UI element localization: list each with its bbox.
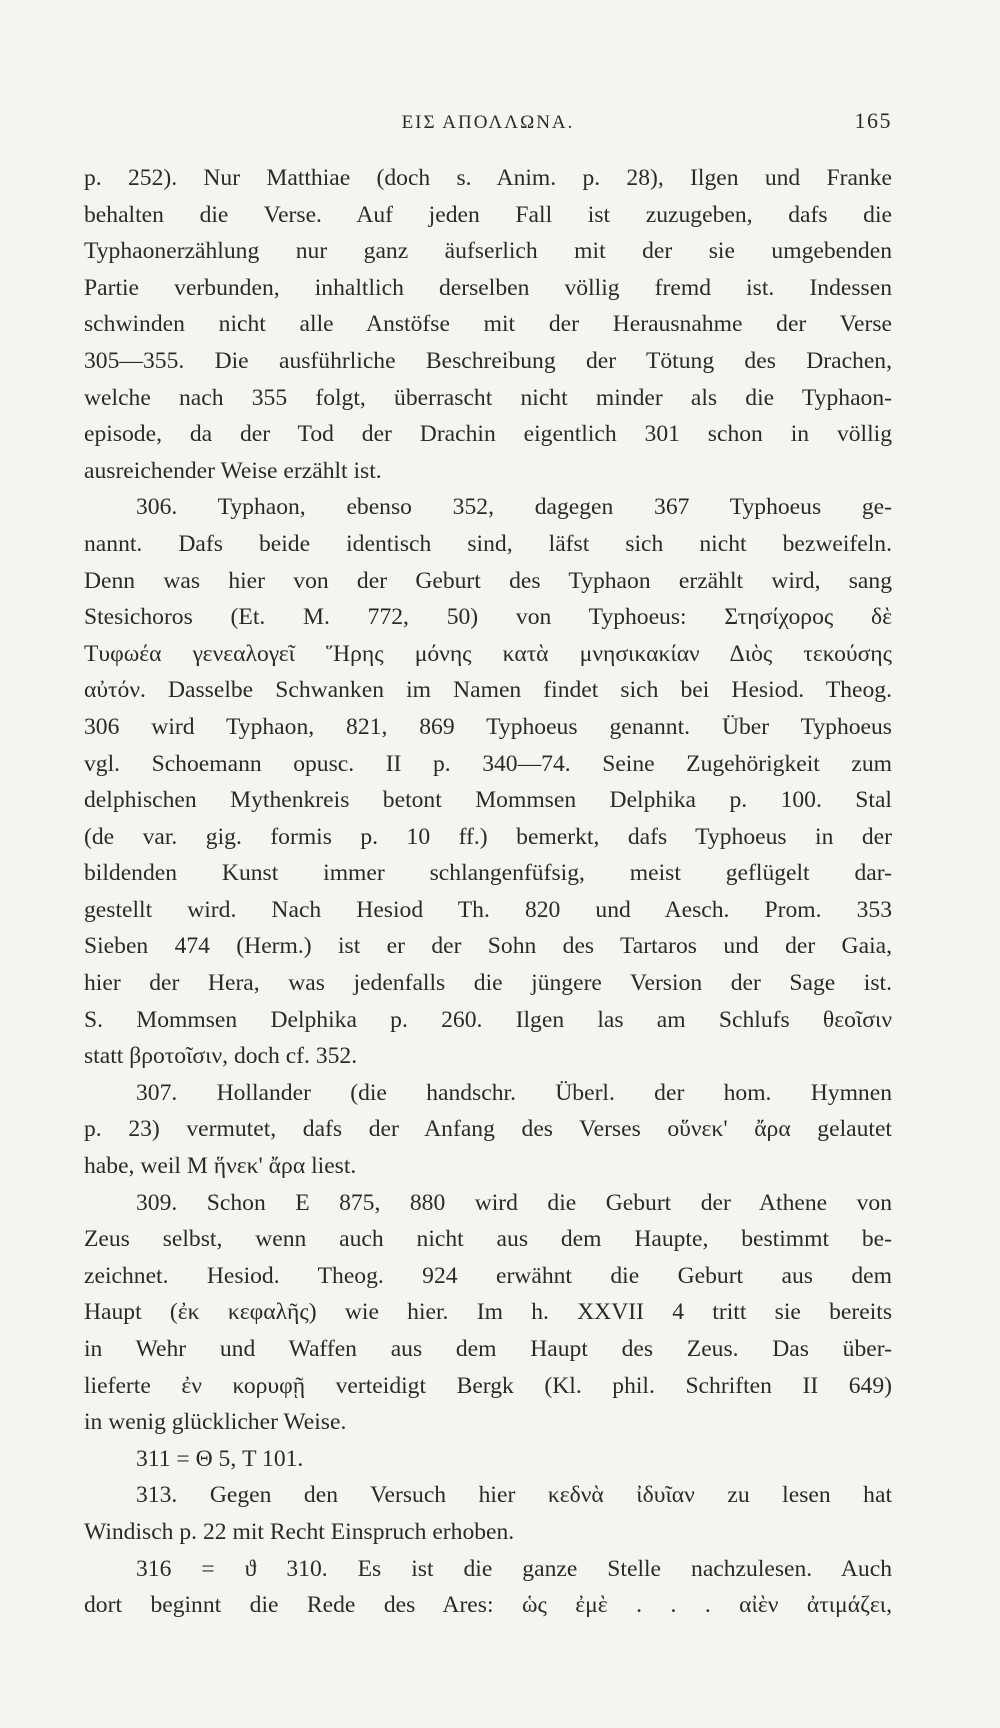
text-line: behalten die Verse. Auf jeden Fall ist zuzugeben, dafs die [84, 201, 892, 228]
text-line: vgl. Schoemann opusc. II p. 340—74. Seine Zugehörigkeit zum [84, 750, 892, 777]
page-number: 165 [854, 108, 892, 133]
text-line: dort beginnt die Rede des Ares: ὡς ἐμὲ . . . αἰὲν ἀτιμάζει, [84, 1592, 892, 1619]
text-line: 307. Hollander (die handschr. Überl. der hom. Hymnen [136, 1079, 892, 1106]
text-line: Typhaonerzählung nur ganz äufserlich mit der sie umgebenden [84, 238, 892, 265]
text-line: Haupt (ἐκ κεφαλῆς) wie hier. Im h. XXVII 4 tritt sie bereits [84, 1299, 892, 1326]
text-line: Windisch p. 22 mit Recht Einspruch erhoben. [84, 1518, 515, 1545]
text-line: 311 = Θ 5, T 101. [136, 1445, 304, 1472]
text-line: delphischen Mythenkreis betont Mommsen Delphika p. 100. Stal [84, 787, 892, 814]
text-line: Partie verbunden, inhaltlich derselben völlig fremd ist. Indessen [84, 274, 892, 301]
body-text [84, 160, 892, 1624]
text-line: habe, weil M ἥνεκ' ἄρα liest. [84, 1153, 357, 1180]
text-line: Zeus selbst, wenn auch nicht aus dem Haupte, bestimmt be- [84, 1226, 892, 1253]
text-line: Denn was hier von der Geburt des Typhaon erzählt wird, sang [84, 567, 892, 594]
text-line: schwinden nicht alle Anstöfse mit der Herausnahme der Verse [84, 311, 892, 338]
text-line: nannt. Dafs beide identisch sind, läfst sich nicht bezweifeln. [84, 530, 892, 557]
text-line: ausreichender Weise erzählt ist. [84, 457, 382, 484]
text-line: 306 wird Typhaon, 821, 869 Typhoeus genannt. Über Typhoeus [84, 713, 892, 740]
text-line: gestellt wird. Nach Hesiod Th. 820 und Aesch. Prom. 353 [84, 896, 892, 923]
text-line: lieferte ἐν κορυφῇ verteidigt Bergk (Kl. phil. Schriften II 649) [84, 1372, 892, 1399]
text-line: p. 23) vermutet, dafs der Anfang des Verses οὕνεκ' ἄρα gelautet [84, 1116, 892, 1143]
text-line: Sieben 474 (Herm.) ist er der Sohn des Tartaros und der Gaia, [84, 933, 892, 960]
text-line: 306. Typhaon, ebenso 352, dagegen 367 Typhoeus ge- [136, 494, 892, 521]
text-line: hier der Hera, was jedenfalls die jüngere Version der Sage ist. [84, 970, 892, 997]
text-line: in Wehr und Waffen aus dem Haupt des Zeus. Das über- [84, 1336, 892, 1362]
page-header [84, 108, 892, 138]
text-line: statt βροτοῖσιν, doch cf. 352. [84, 1043, 358, 1070]
text-line: bildenden Kunst immer schlangenfüfsig, meist geflügelt dar- [84, 860, 892, 887]
text-line: S. Mommsen Delphika p. 260. Ilgen las am Schlufs θεοῖσιν [84, 1006, 892, 1033]
text-line: Stesichoros (Et. M. 772, 50) von Typhoeus: Στησίχορος δὲ [84, 604, 892, 631]
text-line: p. 252). Nur Matthiae (doch s. Anim. p. 28), Ilgen und Franke [84, 165, 892, 191]
text-line: zeichnet. Hesiod. Theog. 924 erwähnt die Geburt aus dem [84, 1262, 892, 1289]
text-line: 309. Schon E 875, 880 wird die Geburt der Athene von [136, 1189, 892, 1216]
text-line: αὐτόν. Dasselbe Schwanken im Namen findet sich bei Hesiod. Theog. [84, 677, 892, 704]
text-line: 316 = ϑ 310. Es ist die ganze Stelle nachzulesen. Auch [136, 1555, 892, 1582]
text-line: welche nach 355 folgt, überrascht nicht minder als die Typhaon- [84, 384, 892, 411]
text-line: episode, da der Tod der Drachin eigentlich 301 schon in völlig [84, 421, 892, 448]
running-title: ΕΙΣ ΑΠΟΛΛΩΝΑ. [401, 112, 575, 133]
text-line: in wenig glücklicher Weise. [84, 1409, 347, 1436]
text-line: 305—355. Die ausführliche Beschreibung der Tötung des Drachen, [84, 347, 892, 374]
text-line: Τυφωέα γενεαλογεῖ Ἥρης μόνης κατὰ μνησικακίαν Διὸς τεκούσης [84, 640, 892, 667]
text-line: 313. Gegen den Versuch hier κεδνὰ ἰδυῖαν zu lesen hat [136, 1482, 892, 1509]
page [84, 108, 892, 1624]
text-line: (de var. gig. formis p. 10 ff.) bemerkt, dafs Typhoeus in der [84, 823, 892, 850]
